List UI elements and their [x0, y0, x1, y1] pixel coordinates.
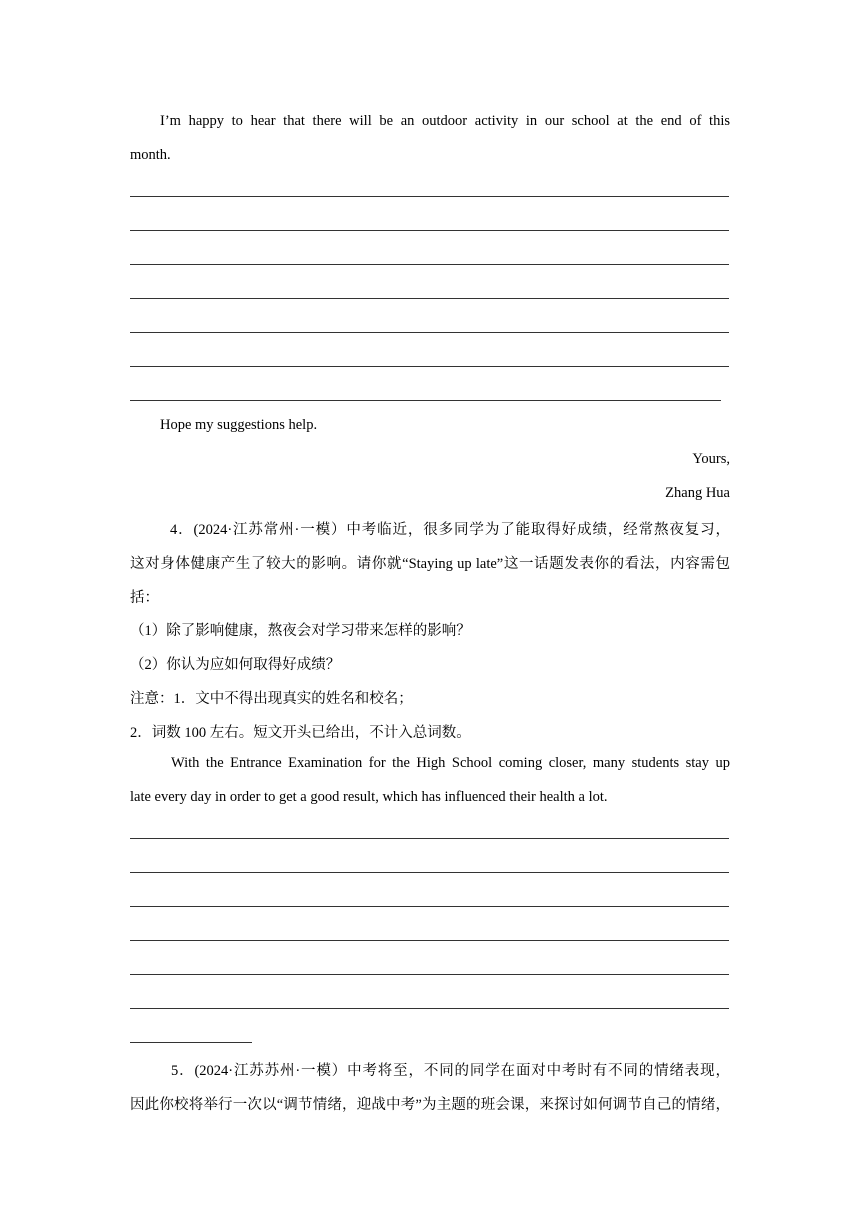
answer-line[interactable]: [130, 332, 729, 333]
q4-prompt-line2: 这对身体健康产生了较大的影响。请你就“Staying up late”这一话题发表你的看法，内容需包: [130, 556, 730, 572]
answer-line[interactable]: [130, 196, 729, 197]
answer-line[interactable]: [130, 940, 729, 941]
q4-prompt-line3: 括：: [130, 590, 159, 606]
answer-line[interactable]: [130, 366, 729, 367]
letter-signature: Zhang Hua: [665, 485, 730, 501]
letter-intro-line2: month.: [130, 147, 171, 163]
q4-point2: （2）你认为应如何取得好成绩？: [130, 657, 341, 673]
letter-sign-off: Yours,: [692, 451, 730, 467]
letter-intro-line1: I’m happy to hear that there will be an outdoor activity in our school at the end of this: [160, 113, 730, 129]
answer-line[interactable]: [130, 838, 729, 839]
q5-prompt-line2: 因此你校将举行一次以“调节情绪，迎战中考”为主题的班会课，来探讨如何调节自己的情绪，: [130, 1097, 730, 1113]
answer-line[interactable]: [130, 1042, 252, 1043]
answer-line[interactable]: [130, 1008, 729, 1009]
q4-opening-line1: With the Entrance Examination for the High School coming closer, many students stay up: [171, 755, 730, 771]
q4-note2: 2．词数 100 左右。短文开头已给出，不计入总词数。: [130, 725, 471, 741]
q5-prompt-line1: 5．(2024·江苏苏州·一模）中考将至，不同的同学在面对中考时有不同的情绪表现，: [171, 1063, 730, 1079]
answer-line[interactable]: [130, 264, 729, 265]
answer-line[interactable]: [130, 974, 729, 975]
letter-closing: Hope my suggestions help.: [160, 417, 318, 433]
q4-prompt-line1: 4．(2024·江苏常州·一模）中考临近，很多同学为了能取得好成绩，经常熬夜复习，: [170, 522, 730, 538]
answer-line[interactable]: [130, 400, 721, 401]
q4-note1: 注意：1．文中不得出现真实的姓名和校名；: [130, 691, 413, 707]
answer-line[interactable]: [130, 906, 729, 907]
answer-line[interactable]: [130, 230, 729, 231]
answer-line[interactable]: [130, 298, 729, 299]
q4-opening-line2: late every day in order to get a good result, which has influenced their health a lot.: [130, 789, 608, 805]
answer-line[interactable]: [130, 872, 729, 873]
q4-point1: （1）除了影响健康，熬夜会对学习带来怎样的影响？: [130, 623, 471, 639]
